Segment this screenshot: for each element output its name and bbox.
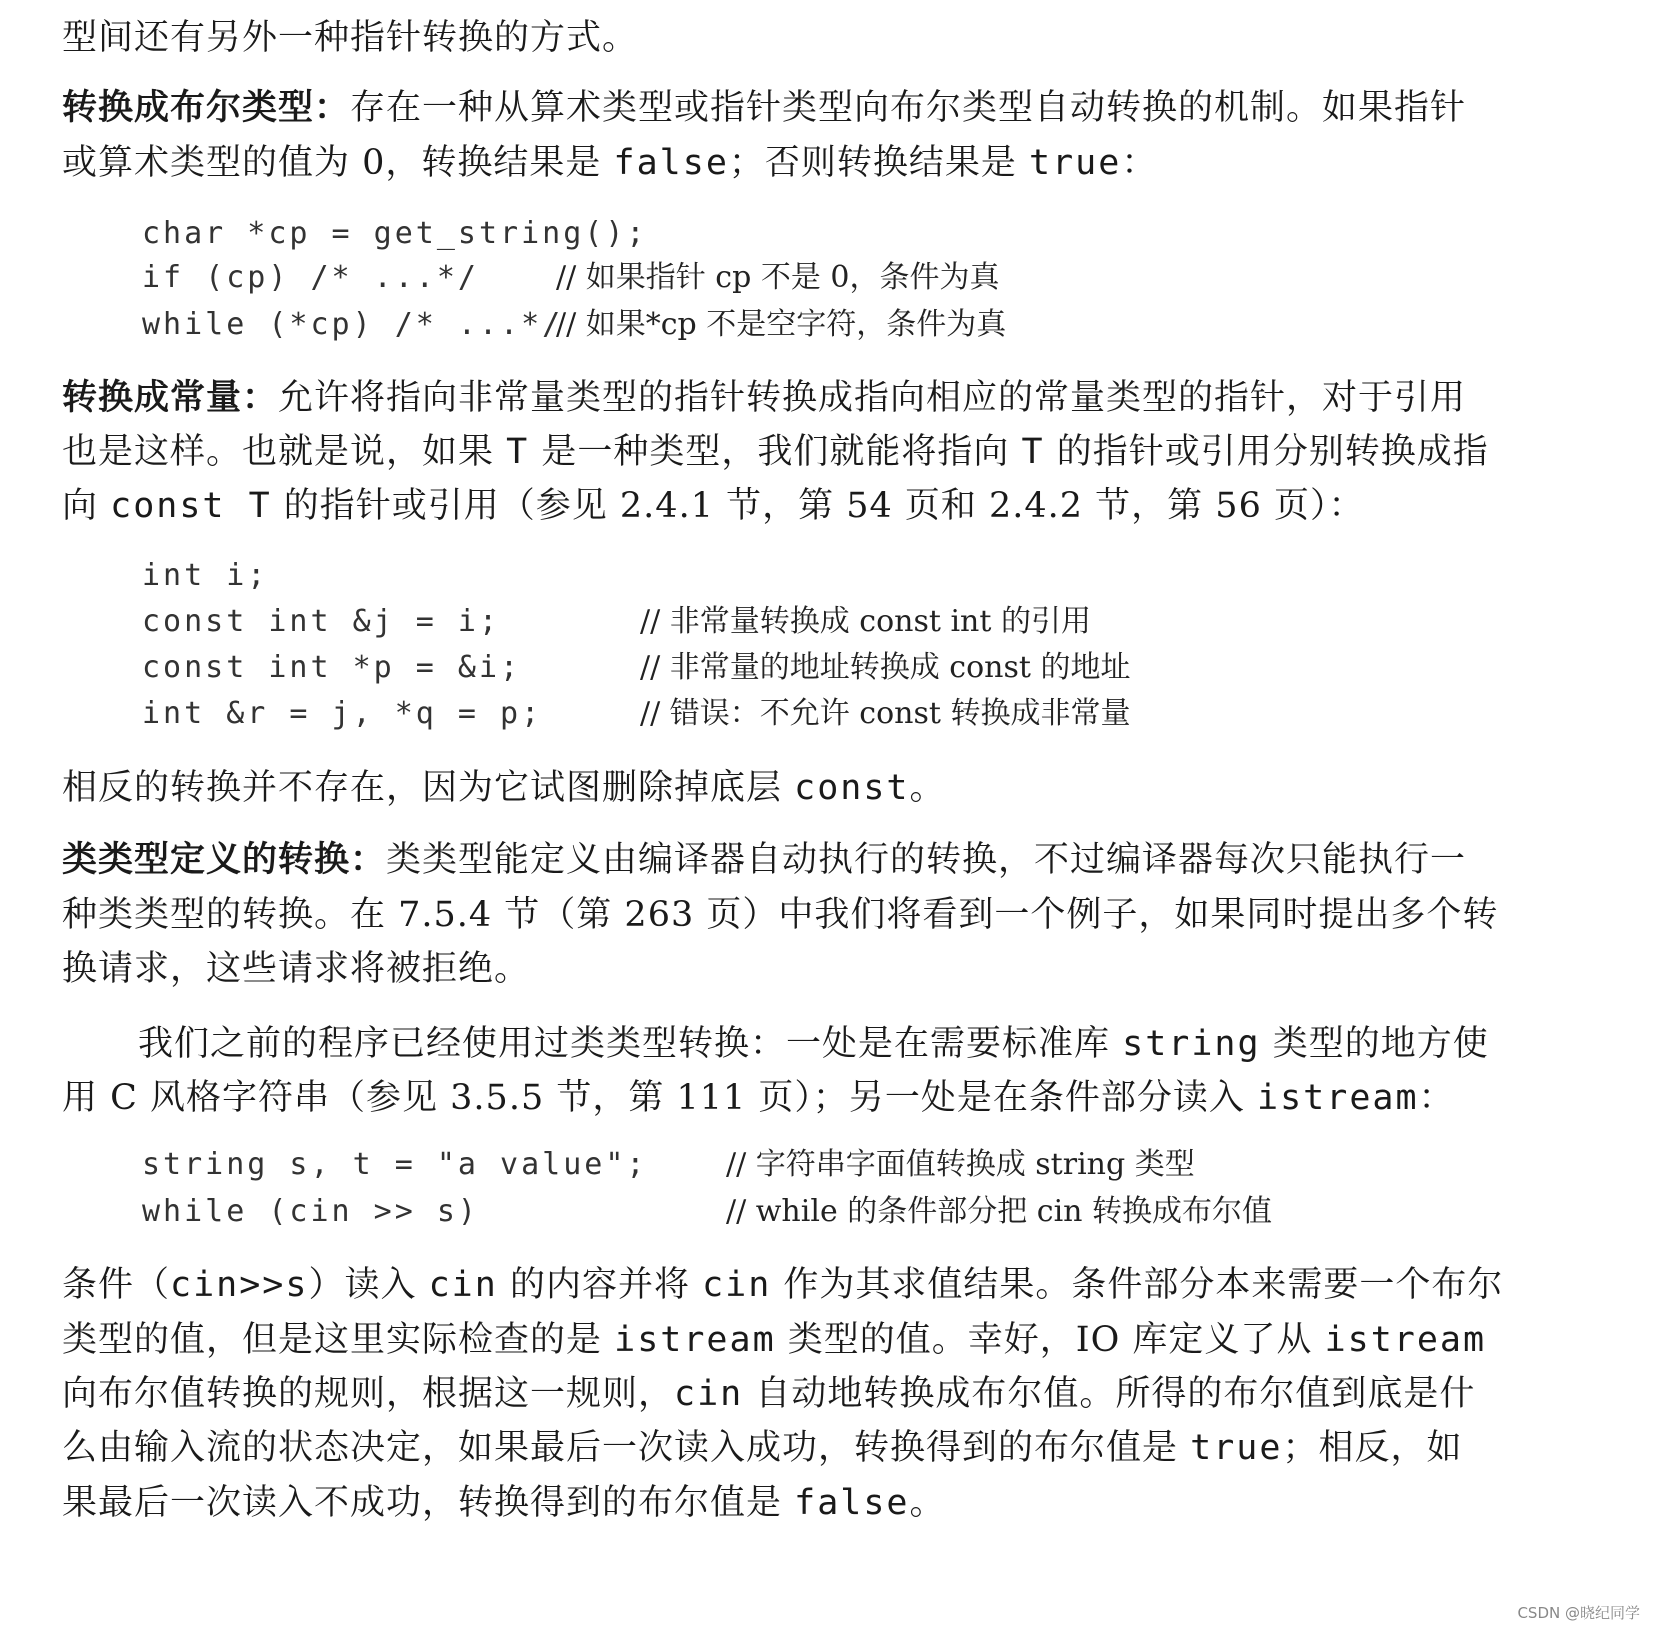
text-line: 相反的转换并不存在，因为它试图删除掉底层 const。 (62, 768, 946, 808)
text-line: 向布尔值转换的规则，根据这一规则，cin 自动地转换成布尔值。所得的布尔值到底是什 (62, 1374, 1476, 1414)
section-const: 转换成常量：允许将指向非常量类型的指针转换成指向相应的常量类型的指针，对于引用 (62, 378, 1467, 418)
text-line: 我们之前的程序已经使用过类类型转换：一处是在需要标准库 string 类型的地方使 (138, 1024, 1489, 1064)
text-line: 果最后一次读入不成功，转换得到的布尔值是 false。 (62, 1483, 946, 1523)
text-line: 向 const T 的指针或引用（参见 2.4.1 节，第 54 页和 2.4.2 节，第 56 页）： (62, 486, 1365, 526)
code-comment: // 如果*cp 不是空字符，条件为真 (556, 307, 1007, 342)
code-comment: // 错误：不允许 const 转换成非常量 (640, 696, 1131, 731)
text-line: 或算术类型的值为 0，转换结果是 false；否则转换结果是 true： (62, 143, 1158, 183)
code-comment: // while 的条件部分把 cin 转换成布尔值 (726, 1194, 1273, 1229)
code-comment: // 字符串字面值转换成 string 类型 (726, 1147, 1195, 1182)
section-class: 类类型定义的转换：类类型能定义由编译器自动执行的转换，不过编译器每次只能执行一 (62, 840, 1467, 880)
text-line: 也是这样。也就是说，如果 T 是一种类型，我们就能将指向 T 的指针或引用分别转换成指 (62, 432, 1489, 472)
code-comment: // 非常量转换成 const int 的引用 (640, 604, 1091, 639)
code-comment: // 非常量的地址转换成 const 的地址 (640, 650, 1131, 685)
text-line: 条件（cin>>s）读入 cin 的内容并将 cin 作为其求值结果。条件部分本来需要一个布尔 (62, 1265, 1504, 1305)
code-line: while (*cp) /* ...*/ (142, 307, 564, 342)
code-line: const int *p = &i; (142, 650, 522, 685)
code-line: string s, t = "a value"; (142, 1147, 648, 1182)
section-heading: 转换成常量： (62, 378, 279, 418)
code-line: if (cp) /* ...*/ (142, 260, 479, 295)
text-line: 换请求，这些请求将被拒绝。 (62, 949, 531, 989)
text-line: 么由输入流的状态决定，如果最后一次读入成功，转换得到的布尔值是 true；相反，如 (62, 1428, 1463, 1468)
section-heading: 转换成布尔类型： (62, 88, 351, 128)
code-line: const int &j = i; (142, 604, 501, 639)
text-line: 型间还有另外一种指针转换的方式。 (62, 18, 639, 58)
section-bool: 转换成布尔类型：存在一种从算术类型或指针类型向布尔类型自动转换的机制。如果指针 (62, 88, 1467, 128)
watermark: CSDN @晓纪同学 (1517, 1604, 1640, 1622)
code-comment: // 如果指针 cp 不是 0，条件为真 (556, 260, 1000, 295)
code-line: char *cp = get_string(); (142, 216, 648, 251)
text-line: 用 C 风格字符串（参见 3.5.5 节，第 111 页）；另一处是在条件部分读入 istream： (62, 1078, 1455, 1118)
text-line: 类型的值，但是这里实际检查的是 istream 类型的值。幸好，IO 库定义了从 istream (62, 1320, 1487, 1360)
code-line: while (cin >> s) (142, 1194, 479, 1229)
code-line: int i; (142, 558, 269, 593)
section-heading: 类类型定义的转换： (62, 840, 387, 880)
text-line: 种类类型的转换。在 7.5.4 节（第 263 页）中我们将看到一个例子，如果同时提出多个转 (62, 895, 1499, 935)
code-line: int &r = j, *q = p; (142, 696, 543, 731)
